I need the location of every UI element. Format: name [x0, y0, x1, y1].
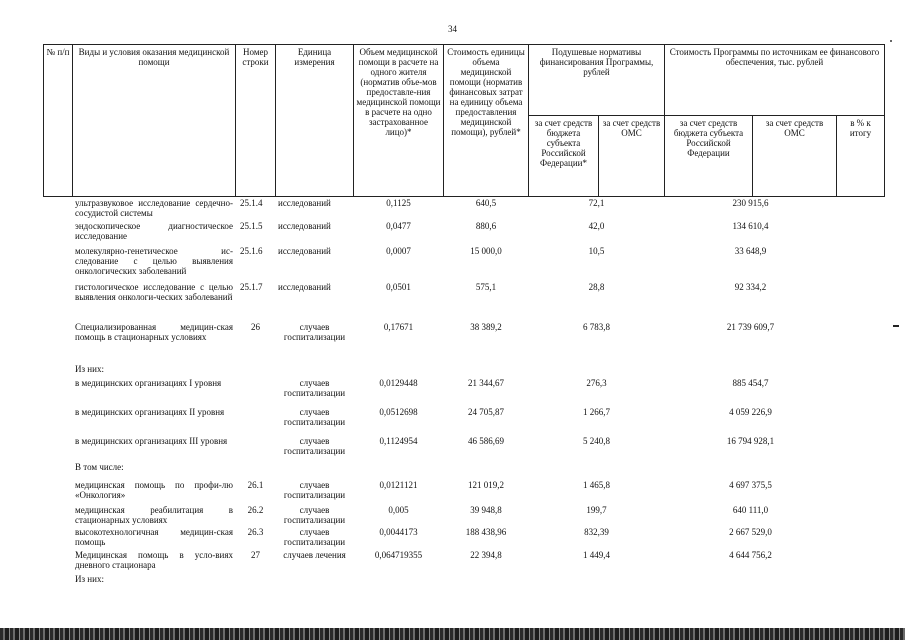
row-name: Специализированная медицин-ская помощь в стационарных условиях: [75, 321, 233, 342]
table-row: [44, 479, 885, 504]
row-code: 26.2: [247, 504, 264, 515]
row-name: медицинская помощь по профи-лю «Онкология»: [75, 479, 233, 500]
row-unit: случаев лечения: [283, 549, 346, 560]
row-cost: 15 000,0: [470, 245, 502, 256]
header-per-capita-budget: за счет средств бюджета субъекта Российской Федерации*: [529, 116, 599, 197]
row-volume: 0,005: [388, 504, 409, 515]
table-row: [44, 504, 885, 526]
row-cost: 46 586,69: [468, 435, 504, 446]
row-cost: 640,5: [475, 198, 497, 208]
header-volume: Объем медицинской помощи в расчете на одного жителя (норматив объе-мов предоставле-ния медицинской помощи в расчете на одно застрахованное лицо)*: [354, 45, 444, 197]
header-care-type: Виды и условия оказания медицинской помощи: [73, 45, 236, 197]
row-name: высокотехнологичная медицин-ская помощь: [75, 526, 233, 547]
row-per-capita-oms: 276,3: [586, 377, 607, 388]
row-volume: 0,1124954: [379, 435, 418, 446]
row-volume: 0,0007: [386, 245, 411, 256]
row-name: молекулярно-генетическое ис-следование с целью выявления онкологических заболеваний: [75, 245, 233, 276]
row-volume: 0,0129448: [379, 377, 418, 388]
row-unit: случаев госпитализации: [283, 321, 346, 342]
row-per-capita-oms: 28,8: [588, 281, 605, 292]
table-row: [44, 220, 885, 245]
row-cost: 39 948,8: [470, 504, 502, 515]
row-name: в медицинских организациях III уровня: [75, 435, 228, 446]
row-unit: исследований: [278, 198, 331, 208]
table-row: [44, 245, 885, 281]
row-per-capita-oms: 1 449,4: [583, 549, 610, 560]
row-unit: случаев госпитализации: [283, 435, 346, 456]
row-program-oms: 2 667 529,0: [729, 526, 772, 537]
row-unit: случаев госпитализации: [283, 406, 346, 427]
header-program-cost: Стоимость Программы по источникам ее финансового обеспечения, тыс. рублей: [665, 45, 885, 116]
row-program-oms: 4 059 226,9: [729, 406, 772, 417]
row-program-oms: 134 610,4: [732, 220, 769, 231]
row-program-oms: 230 915,6: [732, 198, 769, 208]
table-row: [44, 197, 885, 220]
row-unit: случаев госпитализации: [283, 377, 346, 398]
row-code: 25.1.7: [240, 281, 263, 292]
row-cost: 21 344,67: [468, 377, 504, 388]
row-name: ультразвуковое исследование сердечно-сосудистой системы: [75, 198, 233, 218]
section-label: В том числе:: [75, 461, 124, 472]
row-program-oms: 16 794 928,1: [726, 435, 775, 446]
row-code: 25.1.6: [240, 245, 263, 256]
row-name: в медицинских организациях I уровня: [75, 377, 222, 388]
row-code: 25.1.4: [240, 198, 263, 208]
row-unit: исследований: [278, 281, 331, 292]
header-per-capita: Подушевые нормативы финансирования Программы, рублей: [529, 45, 665, 116]
row-volume: 0,064719355: [374, 549, 423, 560]
table-row: [44, 406, 885, 435]
row-program-oms: 33 648,9: [734, 245, 767, 256]
row-per-capita-oms: 10,5: [588, 245, 605, 256]
row-per-capita-oms: 6 783,8: [583, 321, 610, 332]
scan-edge-artifact: [0, 628, 905, 640]
table-section-row: [44, 461, 885, 479]
row-code: 26.1: [247, 479, 264, 490]
row-name: медицинская реабилитация в стационарных условиях: [75, 504, 233, 525]
row-name: Медицинская помощь в усло-виях дневного стационара: [75, 549, 233, 570]
row-unit: случаев госпитализации: [283, 479, 346, 500]
row-per-capita-oms: 199,7: [586, 504, 607, 515]
section-label: Из них:: [75, 573, 104, 584]
row-cost: 880,6: [475, 220, 497, 231]
row-per-capita-oms: 1 465,8: [583, 479, 610, 490]
row-volume: 0,0512698: [379, 406, 418, 417]
table-row: [44, 321, 885, 363]
row-volume: 0,0044173: [379, 526, 418, 537]
row-per-capita-oms: 1 266,7: [583, 406, 610, 417]
scan-speck: [890, 40, 892, 42]
row-program-oms: 4 644 756,2: [729, 549, 772, 560]
row-code: 26: [251, 321, 260, 332]
row-code: 26.3: [247, 526, 264, 537]
row-per-capita-oms: 72,1: [588, 198, 605, 208]
header-unit-cost: Стоимость единицы объема медицинской помощи (норматив финансовых затрат на единицу объема предоставления медицинской помощи), рублей*: [444, 45, 529, 197]
table-row: [44, 435, 885, 461]
row-unit: случаев госпитализации: [283, 504, 346, 525]
header-program-oms: за счет средств ОМС: [753, 116, 837, 197]
header-num: № п/п: [44, 45, 73, 197]
row-per-capita-oms: 832,39: [584, 526, 609, 537]
row-cost: 121 019,2: [468, 479, 504, 490]
row-program-oms: 21 739 609,7: [726, 321, 775, 332]
table-row: [44, 526, 885, 549]
header-program-budget: за счет средств бюджета субъекта Российской Федерации: [665, 116, 753, 197]
row-unit: случаев госпитализации: [283, 526, 346, 547]
row-program-oms: 4 697 375,5: [729, 479, 772, 490]
row-cost: 24 705,87: [468, 406, 504, 417]
row-per-capita-oms: 5 240,8: [583, 435, 610, 446]
row-program-oms: 92 334,2: [734, 281, 767, 292]
header-program-percent: в % к итогу: [837, 116, 885, 197]
row-code: [236, 377, 276, 406]
table-row: [44, 377, 885, 406]
row-volume: 0,0477: [386, 220, 411, 231]
row-name: в медицинских организациях II уровня: [75, 406, 225, 417]
row-volume: 0,0501: [386, 281, 411, 292]
row-code: 25.1.5: [240, 220, 263, 231]
row-volume: 0,0121121: [379, 479, 418, 490]
row-volume: 0,1125: [386, 198, 411, 208]
header-per-capita-oms: за счет средств ОМС: [599, 116, 665, 197]
table-section-row: [44, 363, 885, 377]
row-code: [236, 406, 276, 435]
page-number: 34: [448, 24, 457, 34]
row-per-capita-oms: 42,0: [588, 220, 605, 231]
header-unit: Единица измерения: [276, 45, 354, 197]
row-name: эндоскопическое диагностическое исследование: [75, 220, 233, 241]
header-row-number: Номер строки: [236, 45, 276, 197]
row-cost: 188 438,96: [465, 526, 507, 537]
row-cost: 575,1: [475, 281, 497, 292]
row-unit: исследований: [278, 245, 331, 256]
row-code: 27: [251, 549, 260, 560]
row-program-oms: 640 111,0: [732, 504, 769, 515]
table-row: [44, 281, 885, 321]
margin-mark: [893, 325, 899, 327]
row-volume: 0,17671: [383, 321, 414, 332]
row-cost: 22 394,8: [470, 549, 502, 560]
section-label: Из них:: [75, 363, 104, 374]
table-section-row: [44, 573, 885, 587]
row-name: гистологическое исследование с целью выявления онкологи-ческих заболеваний: [75, 281, 233, 302]
row-code: [236, 435, 276, 461]
row-cost: 38 389,2: [470, 321, 502, 332]
program-cost-table: [43, 44, 885, 587]
row-program-oms: 885 454,7: [732, 377, 769, 388]
table-row: [44, 549, 885, 573]
row-unit: исследований: [278, 220, 331, 231]
